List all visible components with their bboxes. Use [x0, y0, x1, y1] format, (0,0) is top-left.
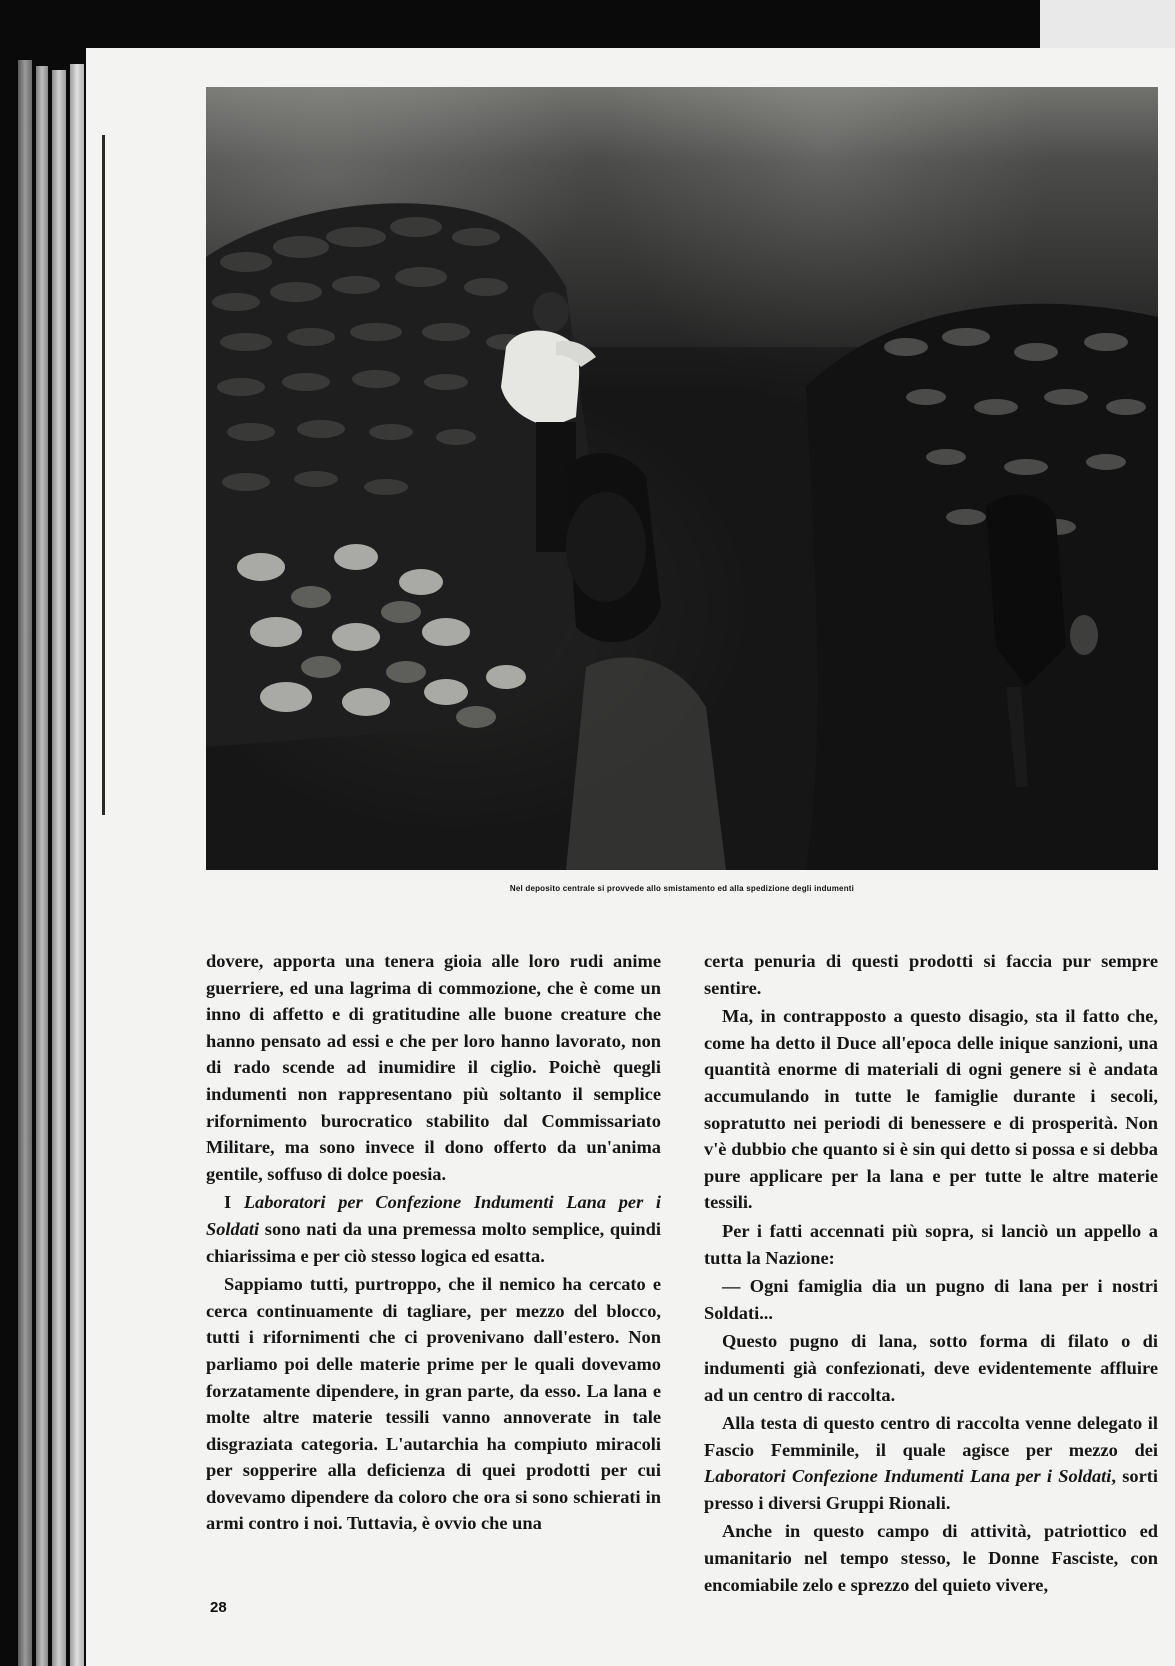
warehouse-photo [206, 87, 1158, 870]
italic-title: Laboratori Confezione Indumenti Lana per i Soldati [704, 1466, 1112, 1487]
paragraph: Sappiamo tutti, purtroppo, che il nemico ha cercato e cerca continuamente di tagliare, per mezzo del blocco, tutti i rifornimenti che ci provenivano dall'estero. Non parliamo poi delle materie prime per le quali dovevamo forzatamente dipendere, in gran parte, da esso. La lana e molte altre materie tessili vanno annoverate in tale disgraziata categoria. L'autarchia ha compiuto miracoli per sopperire alla deficienza di quei prodotti per cui dovevamo dipendere da coloro che ora si sono schierati in armi contro i noi. Tuttavia, è ovvio che una [206, 1274, 661, 1534]
text-column-right [704, 948, 1158, 1600]
book-page-edge [18, 60, 32, 1666]
paragraph: dovere, apporta una tenera gioia alle loro rudi anime guerriere, ed una lagrima di commozione, che è come un inno di affetto e di gratitudine alle buone creature che hanno pensato ad essi e che per loro hanno lavorato, non di rado scende ad inumidire il ciglio. Poichè quegli indumenti non rappresentano più soltanto il semplice rifornimento burocratico stabilito dal Commissariato Militare, ma sono invece il dono offerto da un'anima gentile, soffuso di dolce poesia. [206, 951, 661, 1184]
book-page-edge [70, 64, 84, 1666]
paragraph: — Ogni famiglia dia un pugno di lana per i nostri Soldati... [704, 1276, 1158, 1323]
scan-border-corner [1040, 0, 1175, 48]
paragraph: Questo pugno di lana, sotto forma di filato o di indumenti già confezionati, deve evidentemente affluire ad un centro di raccolta. [704, 1331, 1158, 1405]
book-page-edge [36, 66, 48, 1666]
italic-title: Laboratori per Confezione Indumenti Lana per i Soldati [206, 1192, 661, 1239]
paragraph: I Laboratori per Confezione Indumenti Lana per i Soldati sono nati da una premessa molto semplice, quindi chiarissima e per ciò stesso logica ed esatta. [206, 1192, 661, 1266]
gutter-line [102, 135, 105, 815]
paragraph: Anche in questo campo di attività, patriottico ed umanitario nel tempo stesso, le Donne Fasciste, con encomiabile zelo e sprezzo del quieto vivere, [704, 1521, 1158, 1595]
paragraph: certa penuria di questi prodotti si faccia pur sempre sentire. [704, 951, 1158, 998]
paragraph: Per i fatti accennati più sopra, si lanciò un appello a tutta la Nazione: [704, 1220, 1158, 1268]
paragraph: Ma, in contrapposto a questo disagio, sta il fatto che, come ha detto il Duce all'epoca delle inique sanzioni, una quantità enorme di materiali di ogni genere si è andata accumulando in tutte le famiglie durante i secoli, sopratutto nei periodi di benessere e di prosperità. Non v'è dubbio che quanto si è sin qui detto si possa e si debba pure applicare per la lana e per tutte le altre materie tessili. [704, 1006, 1158, 1213]
text-column-left [206, 948, 661, 1539]
photo-caption: Nel deposito centrale si provvede allo smistamento ed alla spedizione degli indumenti [509, 884, 855, 893]
paragraph: Alla testa di questo centro di raccolta venne delegato il Fascio Femminile, il quale agisce per mezzo dei Laboratori Confezione Indumenti Lana per i Soldati, sorti presso i diversi Gruppi Rionali. [704, 1413, 1158, 1513]
photo-illustration [206, 87, 1158, 870]
book-page-edge [52, 70, 66, 1666]
page-number: 28 [210, 1599, 227, 1616]
